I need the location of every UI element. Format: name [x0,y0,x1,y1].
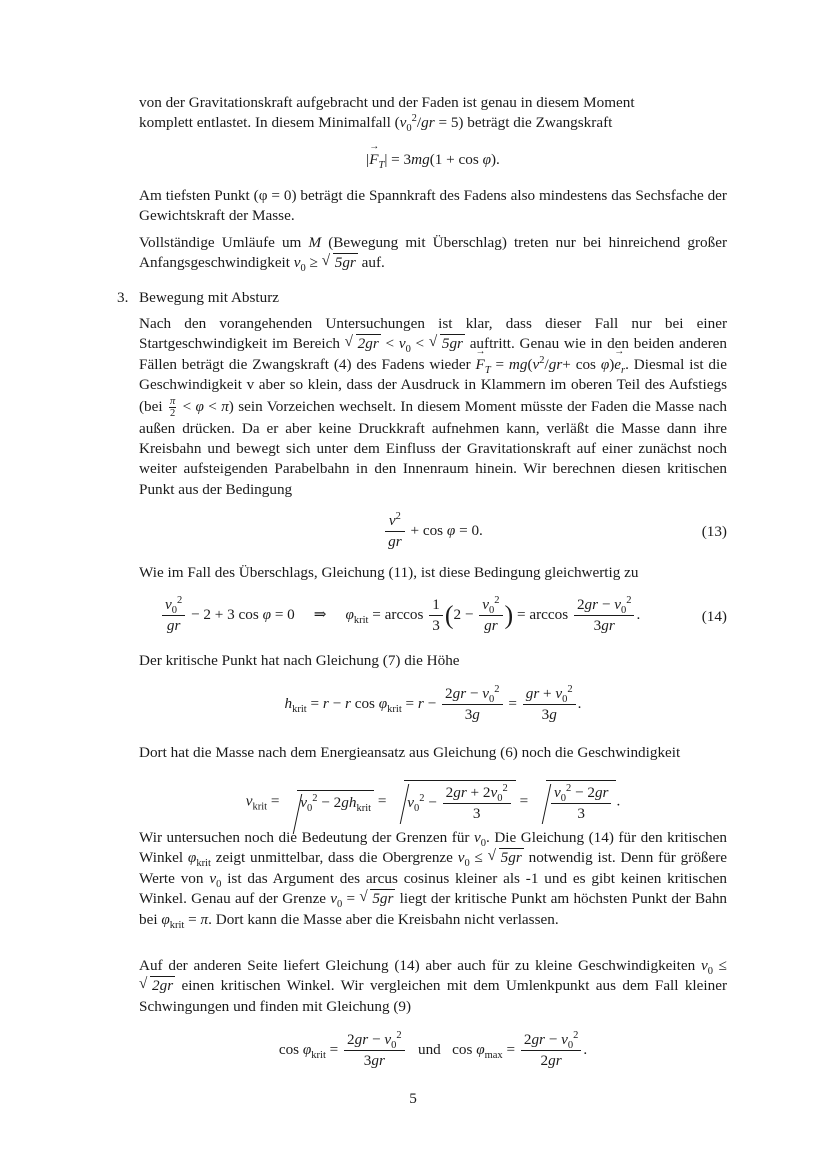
equation-v-krit: $v_{krit} = v_0^2 - 2gh_{krit} = v_0^2$ − $\frac{2gr + 2v_0^2}{3}$ = $\frac{v_0^2 - 2gr}{3}$ . [139,780,727,824]
equation-h-krit: $h_{krit} = r - r$ $\cos \varphi_{krit} = r$ − $\frac{2gr - v_0^2}{3g}$ = $\frac{gr + v_0^2}{3g}$ . [284,683,582,723]
text-span: notwendig ist. Denn für größere Werte von [139,849,728,887]
equation-13-number: (13) [701,523,727,540]
text-line: komplett entlastet. In diesem Minimalfall [139,114,391,132]
text-span: ) sein Vorzeichen wechselt. In diesem Moment müsste der Faden die Masse nach außen drücken. Da er aber keine Druckkraft aufnehmen kann, verläßt die Masse dann ihre Kreisbahn und bewegt sich unter dem Einfluss der Gravitationskraft auf einer zunächst noch weiter aufsteigenden Parabelbahn in den Innenraum hinein. Wir berechnen diesen kritischen Punkt aus der Bedingung [139,397,728,498]
text-span: . Diesmal ist die Geschwindigkeit v aber so klein, dass der Ausdruck in Klammern im oberen Teil des Aufstiegs (bei [139,355,727,415]
text-line: beträgt die Zwangskraft [467,114,613,132]
implies-symbol: ⇒ [313,605,327,623]
text-span: (Bewegung mit Überschlag) treten nur bei hinreichend großer Anfangsgeschwindigkeit [139,234,728,272]
text-span: ist das Argument des arcus cosinus kleiner als -1 und es gibt keinen kritischen Winkel. Genau auf der Grenze [139,869,728,908]
text-span: einen kritischen Winkel. Wir vergleichen mit dem Umlenkpunkt aus dem Fall kleiner Schwingungen und finden mit Gleichung (9) [139,977,727,1015]
page-number: 5 [409,1090,417,1107]
paragraph-3: Vollständige Umläufe um M (Bewegung mit Überschlag) treten nur bei hinreichend großer Anfangsgeschwindigkeit $v_0$ ≥ √ 5gr auf. [139,233,727,274]
equation-14: $\frac{v_0^2}{gr}$ − 2 + 3 cos φ = 0 ⇒ $\varphi_{krit} = \arccos$ $\frac{1}{3}$ (2 − $\frac{v_0^2}{gr}$ ) = arccos $\frac{2gr - v_0^2}{3gr}$ . [160,595,680,636]
text-span: . Dort kann die Masse aber die Kreisbahn nicht verlassen. [208,910,559,928]
paragraph-9: Auf der anderen Seite liefert Gleichung (14) aber auch für zu kleine Geschwindigkeiten $v_0$ ≤ √ 2gr einen kritischen Winkel. Wir vergleichen mit dem Umlenkpunkt aus dem Fall kleiner Schwingungen und finden mit Gleichung (9) [139,956,727,1017]
equation-tension: |→ $F_T| = 3mg(1 + \cos \varphi)$. [139,150,727,170]
equation-13: $\frac{v^2}{gr}$ + cos φ = 0. [139,511,727,552]
text-line: von der Gravitationskraft aufgebracht und der Faden ist genau in diesem Moment [139,94,635,111]
paragraph-2: Am tiefsten Punkt (φ = 0) beträgt die Spannkraft des Fadens also mindestens das Sechsfache der Gewichtskraft der Masse. [139,187,727,225]
word-und: und [417,1040,441,1058]
text-span: Auf der anderen Seite liefert Gleichung (14) aber auch für zu kleine Geschwindigkeiten [139,957,696,974]
text-span: . Die Gleichung (14) für den kritischen Winkel [139,829,727,867]
paragraph-5: Wie im Fall des Überschlags, Gleichung (11), ist diese Bedingung gleichwertig zu [139,564,639,581]
list-item-title: Bewegung mit Absturz [139,289,280,306]
text-span: liegt der kritische Punkt am höchsten Punkt der Bahn bei [139,890,728,928]
paragraph-8: Wir untersuchen noch die Bedeutung der Grenzen für $v_0$. Die Gleichung (14) für den kritischen Winkel $\varphi_{krit}$ zeigt unmittelbar, dass die Obergrenze $v_0$ ≤ √ 5gr notwendig ist. Denn für größere Werte von $v_0$ ist das Argument des arcus cosinus kleiner als -1 und es gibt keinen kritischen Winkel. Genau auf der Grenze $v_0$ = √ 5gr liegt der kritische Punkt am höchsten Punkt der Bahn bei $\varphi_{krit} = \pi$. Dort kann die Masse aber die Kreisbahn nicht verlassen. [139,828,727,930]
list-item-number: 3. [117,289,129,306]
equation-cos-compare: $\cos \varphi_{krit}$ = $\frac{2gr - v_0^2}{3gr}$ und $\cos \varphi_{max}$ = $\frac{2gr - v_0^2}{2gr}$ . [278,1029,588,1069]
text-span: Nach den vorangehenden Untersuchungen ist klar, dass dieser Fall nur bei einer Startgeschwindigkeit im Bereich [139,315,727,353]
paragraph-6: Der kritische Punkt hat nach Gleichung (7) die Höhe [139,652,460,669]
paragraph-7: Dort hat die Masse nach dem Energieansatz aus Gleichung (6) noch die Geschwindigkeit [139,744,681,761]
text-span: Wir untersuchen noch die Bedeutung der Grenzen für [139,829,470,846]
text-span: zeigt unmittelbar, dass die Obergrenze [215,849,453,867]
paragraph-4: Nach den vorangehenden Untersuchungen ist klar, dass dieser Fall nur bei einer Startgeschwindigkeit im Bereich √ $2gr < v_0$ < √ 5gr auftritt. Genau wie in den beiden anderen Fällen beträgt die Zwangskraft (4) des Fadens wieder → $F_T = mg(v^2/gr+ \cos \varphi)\to e_r$. Diesmal ist die Geschwindigkeit v aber so klein, dass der Ausdruck in Klammern im oberen Teil des Aufstiegs (bei $\frac{\pi}{2}$ < φ < π) sein Vorzeichen wechselt. In diesem Moment müsste der Faden die Masse nach außen drücken. Da er aber keine Druckkraft aufnehmen kann, verläßt die Masse dann ihre Kreisbahn und bewegt sich unter dem Einfluss der Gravitationskraft auf einer zunächst noch weiter aufsteigenden Parabelbahn in den Innenraum hinein. Wir berechnen diesen kritischen Punkt aus der Bedingung [139,314,727,500]
text-span: auftritt. Genau wie in den beiden anderen Fällen beträgt die Zwangskraft (4) des Fadens wieder [139,335,728,373]
paragraph-1: von der Gravitationskraft aufgebracht und der Faden ist genau in diesem Moment komplett entlastet. In diesem Minimalfall $(v_0^2/gr = 5)$ beträgt die Zwangskraft [139,94,635,135]
equation-14-number: (14) [701,608,727,625]
text-span: auf. [361,254,385,272]
text-span: Vollständige Umläufe um [139,234,302,251]
